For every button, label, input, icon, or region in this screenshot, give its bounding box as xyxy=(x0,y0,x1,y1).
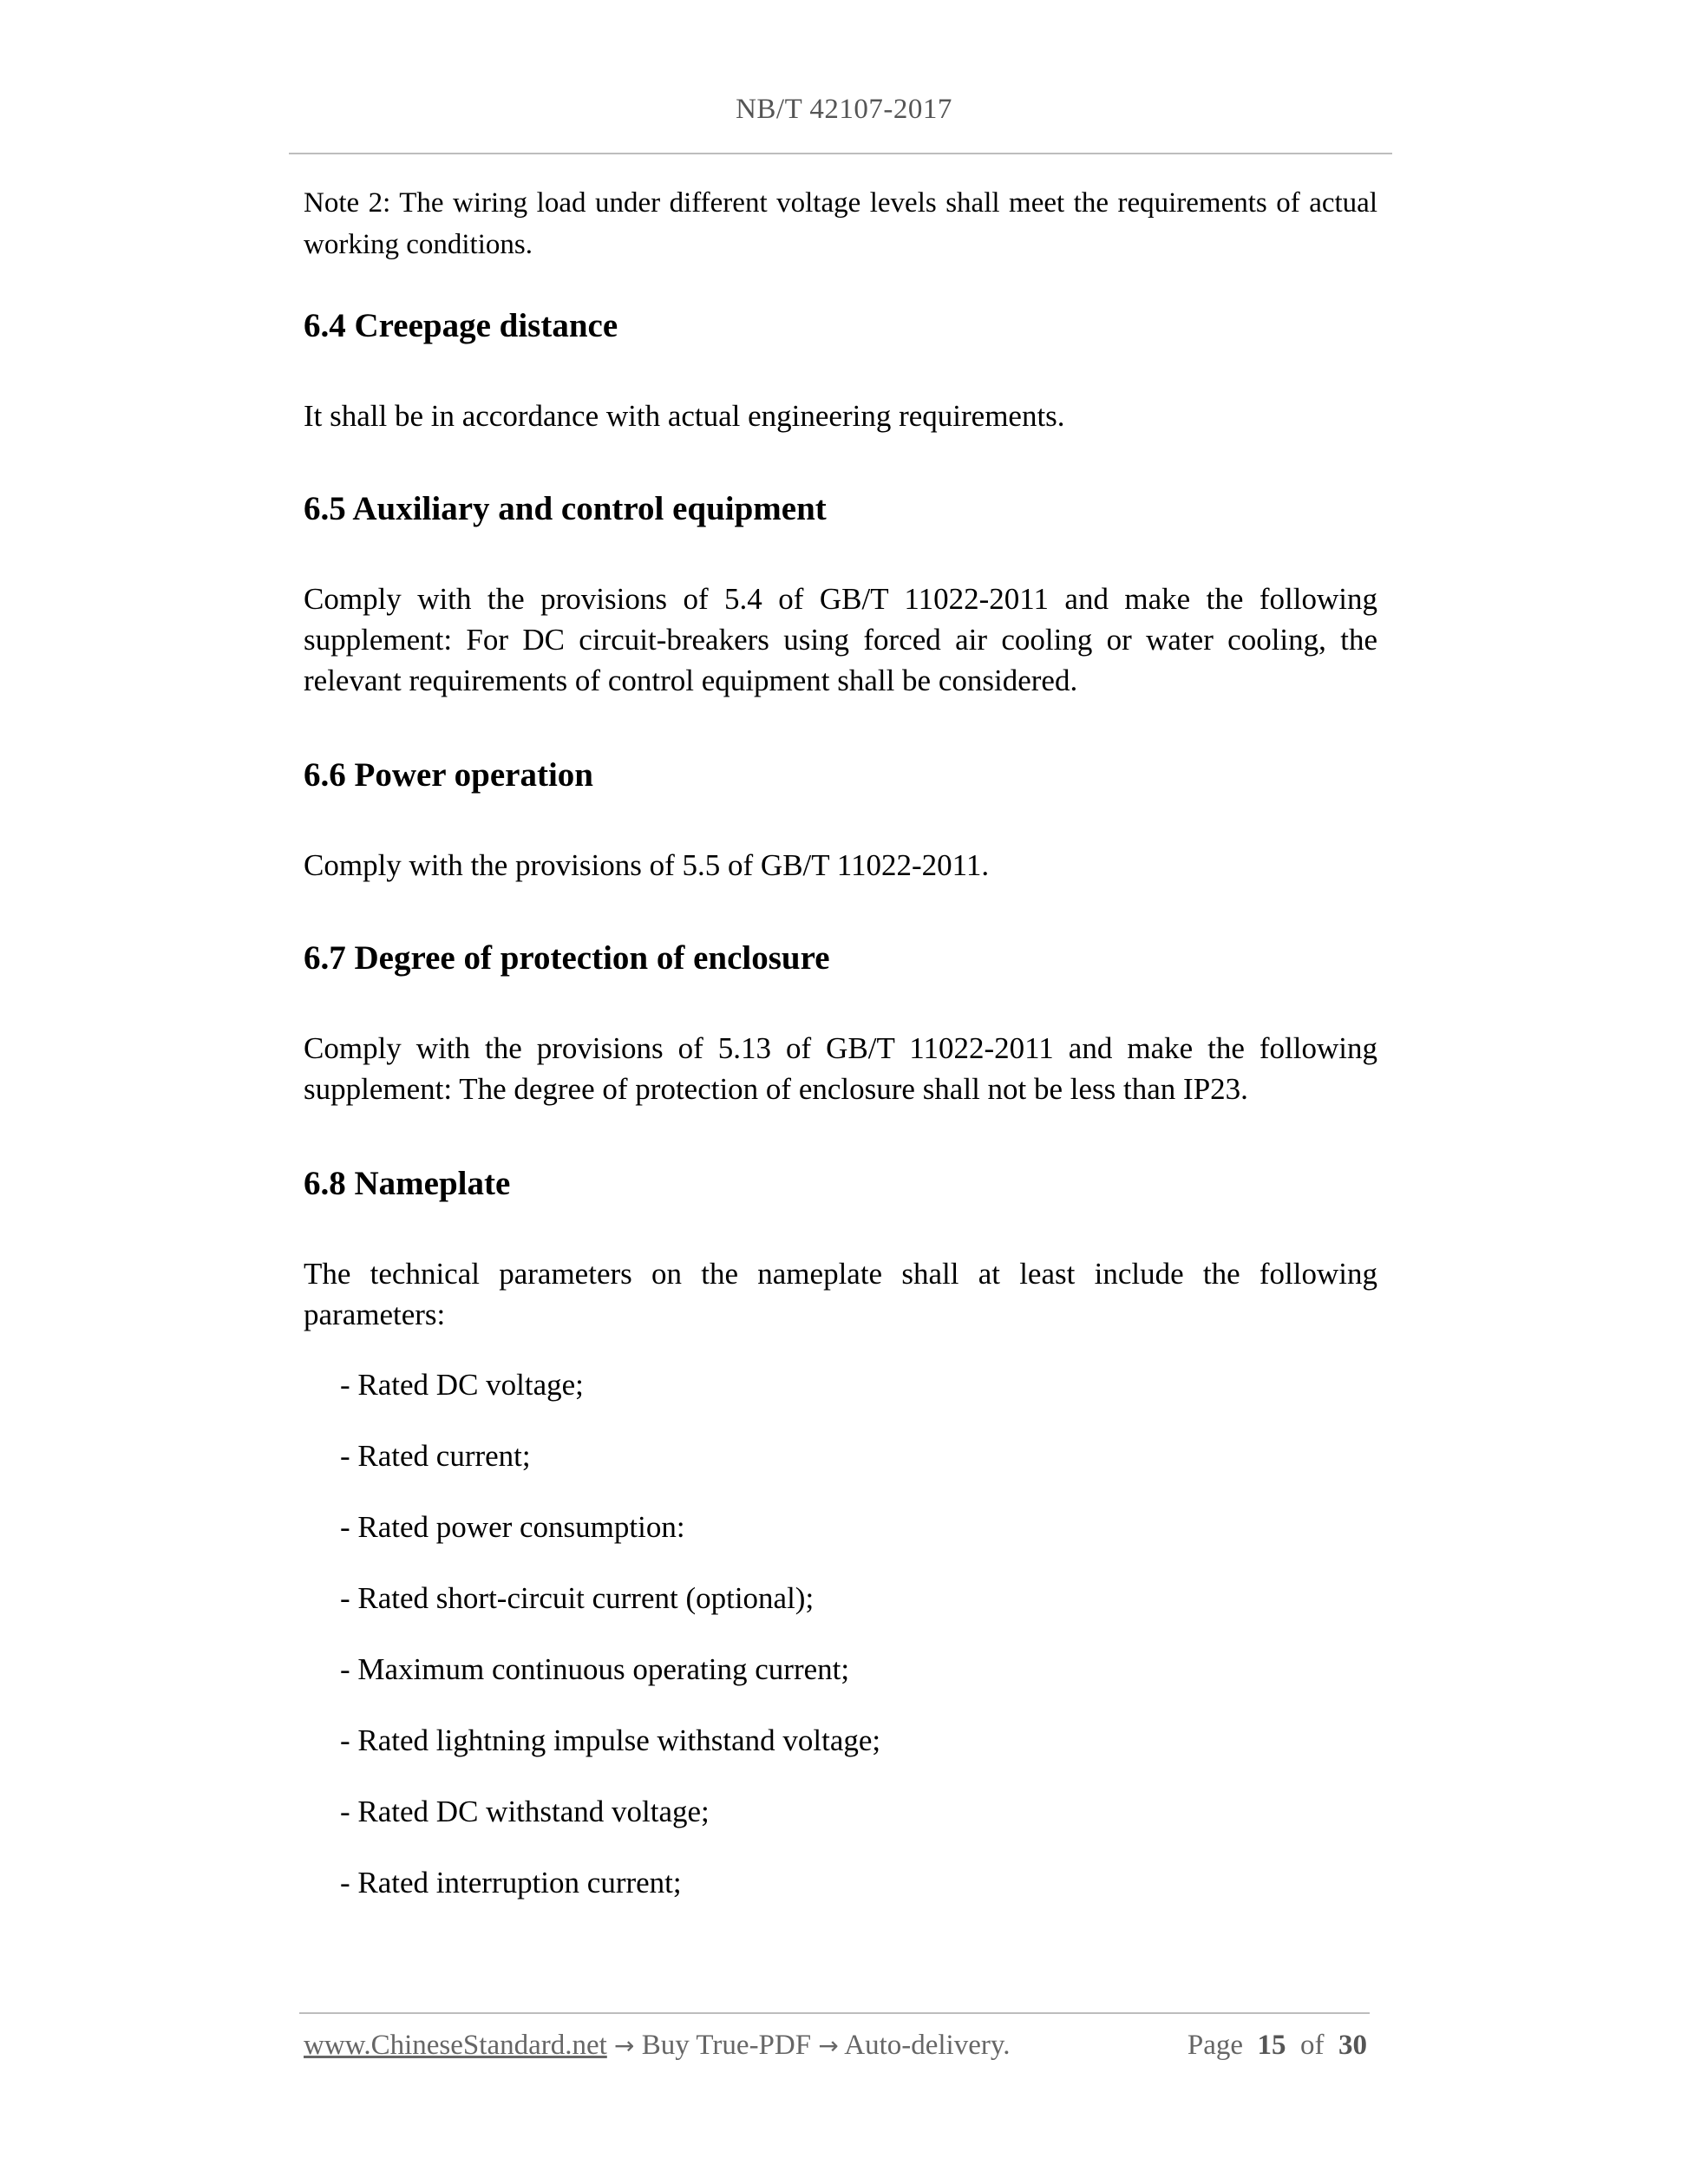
list-item: - Rated lightning impulse withstand voltage; xyxy=(340,1723,881,1757)
paragraph-6-8: The technical parameters on the nameplate shall at least include the following parameters: xyxy=(304,1257,1377,1331)
list-item: - Rated DC voltage; xyxy=(340,1368,584,1402)
page-content xyxy=(304,182,1377,1933)
arrow-right-icon: → xyxy=(818,2031,839,2060)
page-label: Page xyxy=(1187,2030,1243,2061)
nameplate-parameter-list xyxy=(304,1364,1377,1933)
heading-6-8: 6.8 Nameplate xyxy=(304,1165,511,1202)
list-item: - Rated short-circuit current (optional); xyxy=(340,1581,815,1615)
page-total: 30 xyxy=(1338,2030,1367,2061)
page-number xyxy=(1187,2030,1367,2062)
heading-6-7: 6.7 Degree of protection of enclosure xyxy=(304,939,830,977)
delivery-text: Auto-delivery. xyxy=(844,2030,1011,2061)
footer-divider xyxy=(299,2012,1370,2014)
heading-6-5: 6.5 Auxiliary and control equipment xyxy=(304,490,827,527)
document-header: NB/T 42107-2017 xyxy=(736,94,952,125)
list-item: - Rated power consumption: xyxy=(340,1510,685,1544)
list-item: - Rated current; xyxy=(340,1439,531,1473)
list-item: - Maximum continuous operating current; xyxy=(340,1652,850,1686)
site-link[interactable]: www.ChineseStandard.net xyxy=(304,2030,607,2061)
paragraph-6-6: Comply with the provisions of 5.5 of GB/T 11022-2011. xyxy=(304,848,990,882)
page-footer xyxy=(304,2030,1371,2073)
list-item: - Rated interruption current; xyxy=(340,1866,682,1900)
paragraph-6-5: Comply with the provisions of 5.4 of GB/T 11022-2011 and make the following supplement: For DC circuit-breakers using forced air cooling or water cooling, the relevant requirements of control equipment shall be considered. xyxy=(304,582,1377,697)
heading-6-4: 6.4 Creepage distance xyxy=(304,307,618,344)
paragraph-6-7: Comply with the provisions of 5.13 of GB/T 11022-2011 and make the following supplement: The degree of protection of enclosure shall not be less than IP23. xyxy=(304,1031,1377,1106)
header-divider xyxy=(289,153,1392,154)
heading-6-6: 6.6 Power operation xyxy=(304,756,593,794)
buy-text: Buy True-PDF xyxy=(641,2030,812,2061)
footer-promo xyxy=(304,2030,1010,2062)
of-label: of xyxy=(1300,2030,1325,2061)
arrow-right-icon: → xyxy=(614,2031,635,2060)
paragraph-6-4: It shall be in accordance with actual engineering requirements. xyxy=(304,399,1065,433)
list-item: - Rated DC withstand voltage; xyxy=(340,1795,710,1828)
note-2: Note 2: The wiring load under different voltage levels shall meet the requirements of actual working conditions. xyxy=(304,187,1377,260)
page-current: 15 xyxy=(1257,2030,1286,2061)
